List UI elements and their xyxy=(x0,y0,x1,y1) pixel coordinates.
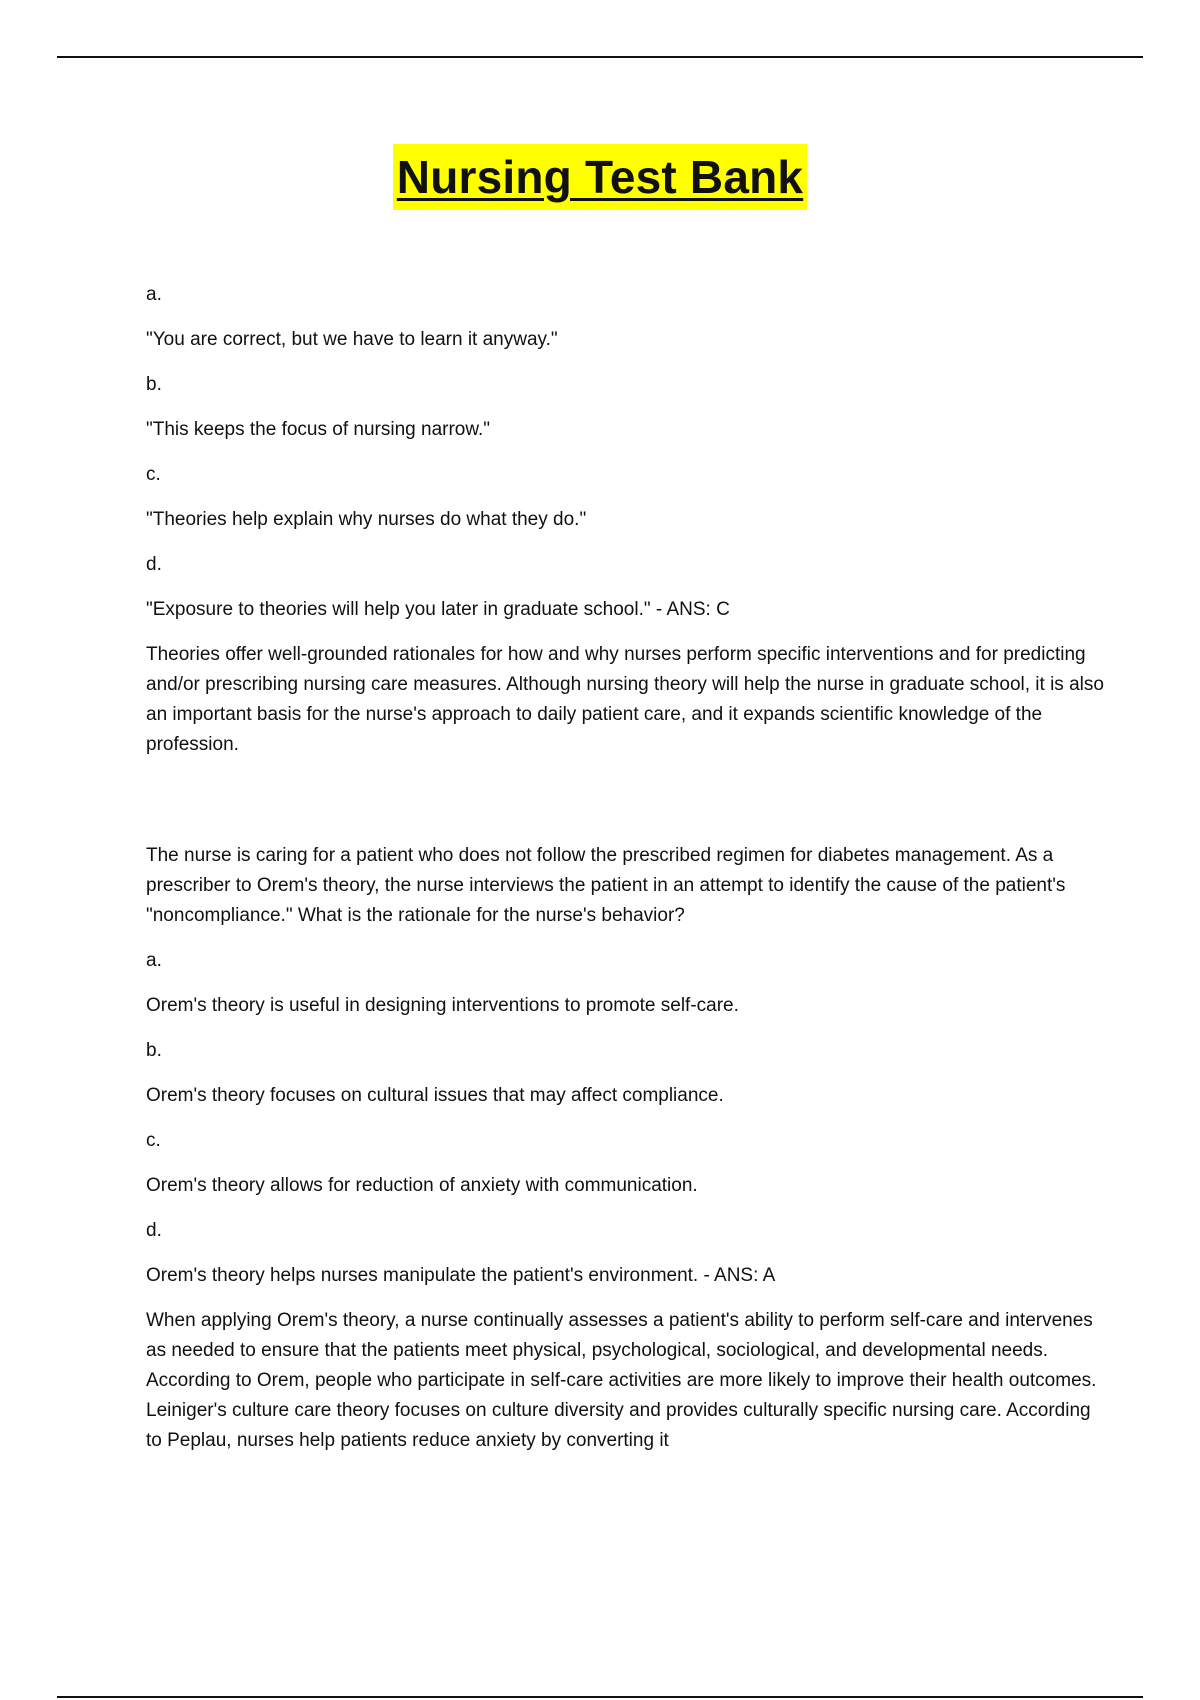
option-letter: c. xyxy=(146,464,161,485)
top-rule xyxy=(57,56,1143,58)
question-stem: The nurse is caring for a patient who does not follow the prescribed regimen for diabetes management. As a prescriber to Orem's theory, the nurse interviews the patient in an attempt to identify the cause of the patient's "noncompliance." What is the rationale for the nurse's behavior? xyxy=(146,845,1066,926)
option-text: "This keeps the focus of nursing narrow." xyxy=(146,419,491,440)
document-body xyxy=(146,280,1106,1471)
rationale-paragraph: When applying Orem's theory, a nurse continually assesses a patient's ability to perform self-care and intervenes as needed to ensure that the patients meet physical, psychological, sociological, and developmental needs. According to Orem, people who participate in self-care activities are more likely to improve their health outcomes. Leiniger's culture care theory focuses on culture diversity and provides culturally specific nursing care. According to Peplau, nurses help patients reduce anxiety by converting it xyxy=(146,1310,1097,1451)
bottom-rule xyxy=(57,1696,1143,1698)
option-letter: d. xyxy=(146,1220,162,1241)
option-text-with-answer: Orem's theory helps nurses manipulate the patient's environment. - ANS: A xyxy=(146,1265,776,1286)
document-title: Nursing Test Bank xyxy=(393,144,807,210)
option-letter: c. xyxy=(146,1130,161,1151)
option-text: "You are correct, but we have to learn it anyway." xyxy=(146,329,558,350)
question-2 xyxy=(146,841,1106,1456)
option-letter: b. xyxy=(146,374,162,395)
option-letter: d. xyxy=(146,554,162,575)
rationale-paragraph: Theories offer well-grounded rationales for how and why nurses perform specific interventions and for predicting and/or prescribing nursing care measures. Although nursing theory will help the nurse in graduate school, it is also an important basis for the nurse's approach to daily patient care, and it expands scientific knowledge of the profession. xyxy=(146,644,1104,755)
option-text-with-answer: "Exposure to theories will help you later in graduate school." - ANS: C xyxy=(146,599,730,620)
option-letter: b. xyxy=(146,1040,162,1061)
option-text: Orem's theory is useful in designing interventions to promote self-care. xyxy=(146,995,739,1016)
option-letter: a. xyxy=(146,284,162,305)
option-text: Orem's theory allows for reduction of anxiety with communication. xyxy=(146,1175,698,1196)
option-letter: a. xyxy=(146,950,162,971)
title-container xyxy=(0,144,1200,210)
option-text: "Theories help explain why nurses do what they do." xyxy=(146,509,587,530)
question-1 xyxy=(146,280,1106,760)
question-spacer xyxy=(146,775,1106,841)
option-text: Orem's theory focuses on cultural issues that may affect compliance. xyxy=(146,1085,724,1106)
